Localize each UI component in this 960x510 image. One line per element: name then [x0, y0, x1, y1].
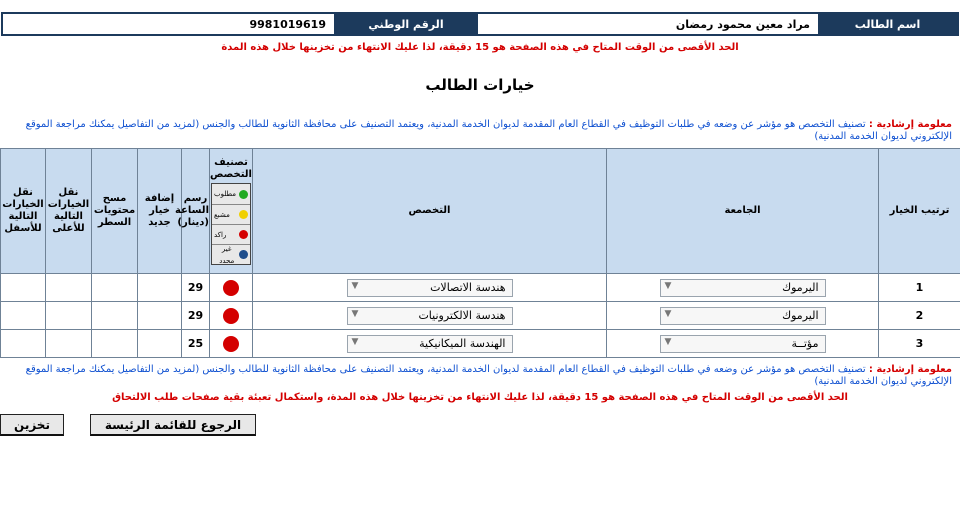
chevron-down-icon: ▼	[664, 308, 672, 319]
timer-notice-bottom: الحد الأقصى من الوقت المتاح في هذه الصفحة هو 15 دقيقة، لذا عليك الانتهاء من تخزينها خلال هذه المدة، واستكمال تعبئة بقية صفحات طلب الالتحاق	[112, 392, 848, 403]
header-classification	[210, 149, 253, 274]
legend-item-stagnant	[212, 224, 250, 244]
rank-cell: 2	[879, 302, 960, 330]
major-value: هندسة الاتصالات	[430, 280, 506, 294]
university-value: اليرموك	[782, 308, 819, 322]
fee-cell: 29	[182, 302, 210, 330]
table-row	[1, 302, 960, 330]
guidance-text: تصنيف التخصص هو مؤشر عن وضعه في طلبات التوظيف في القطاع العام المقدمة لديوان الخدمة المدنية، ويعتمد التصنيف على محافظة الثانوية للطالب والجنس (لمزيد من التفاصيل يمكنك مراجعة الموقع الإلكتروني لديوان الخدمة المدنية)	[25, 119, 952, 142]
legend-label: مشبع	[214, 210, 230, 219]
rank-cell: 1	[879, 274, 960, 302]
add-choice-cell[interactable]	[138, 330, 182, 358]
save-button[interactable]: تخزين	[0, 414, 64, 436]
guidance-label: معلومة إرشادية :	[868, 119, 952, 130]
guidance-note-top	[8, 119, 952, 143]
university-value: اليرموك	[782, 280, 819, 294]
chevron-down-icon: ▼	[351, 308, 359, 319]
add-choice-cell[interactable]	[138, 274, 182, 302]
back-to-main-menu-button[interactable]: الرجوع للقائمة الرئيسة	[90, 414, 256, 436]
university-cell	[607, 330, 879, 358]
legend-item-saturated	[212, 204, 250, 224]
status-dot-icon	[223, 336, 239, 352]
choices-table	[0, 148, 960, 358]
yellow-dot-icon	[239, 210, 248, 219]
header-fee: رسم الساعة (دينار)	[182, 149, 210, 274]
major-select[interactable]	[347, 279, 513, 297]
major-cell	[253, 274, 607, 302]
student-info-table	[1, 12, 959, 36]
classification-cell	[210, 302, 253, 330]
major-cell	[253, 302, 607, 330]
university-value: مؤتــة	[791, 336, 819, 350]
guidance-note-bottom	[8, 364, 952, 388]
legend-item-undetermined	[212, 244, 250, 264]
guidance-text: تصنيف التخصص هو مؤشر عن وضعه في طلبات التوظيف في القطاع العام المقدمة لديوان الخدمة المدنية، ويعتمد التصنيف على محافظة الثانوية للطالب والجنس (لمزيد من التفاصيل يمكنك مراجعة الموقع الإلكتروني لديوان الخدمة المدنية)	[25, 364, 952, 387]
chevron-down-icon: ▼	[664, 336, 672, 347]
university-select[interactable]	[660, 279, 826, 297]
classification-cell	[210, 330, 253, 358]
rank-cell: 3	[879, 330, 960, 358]
classification-cell	[210, 274, 253, 302]
move-up-cell[interactable]	[46, 302, 92, 330]
guidance-label: معلومة إرشادية :	[868, 364, 952, 375]
legend-item-required	[212, 184, 250, 204]
student-name-value: مراد معين محمود رمضان	[478, 13, 818, 35]
page-title: خيارات الطالب	[425, 76, 535, 94]
national-id-label: الرقم الوطني	[334, 13, 478, 35]
action-bar	[0, 414, 960, 438]
header-rank: ترتيب الخيار	[879, 149, 960, 274]
status-dot-icon	[223, 280, 239, 296]
add-choice-cell[interactable]	[138, 302, 182, 330]
major-select[interactable]	[347, 335, 513, 353]
university-select[interactable]	[660, 307, 826, 325]
header-move-up: نقل الخيارات التالية للأعلى	[46, 149, 92, 274]
header-add-choice: إضافة خيار جديد	[138, 149, 182, 274]
blue-dot-icon	[239, 250, 248, 259]
legend-label: راكد	[214, 230, 227, 239]
red-dot-icon	[239, 230, 248, 239]
chevron-down-icon: ▼	[351, 336, 359, 347]
major-value: الهندسة الميكانيكية	[419, 336, 506, 350]
clear-row-cell[interactable]	[92, 330, 138, 358]
move-down-cell[interactable]	[1, 274, 46, 302]
green-dot-icon	[239, 190, 248, 199]
header-major: التخصص	[253, 149, 607, 274]
university-cell	[607, 274, 879, 302]
chevron-down-icon: ▼	[664, 280, 672, 291]
legend-label: مطلوب	[214, 190, 237, 198]
status-dot-icon	[223, 308, 239, 324]
table-row	[1, 274, 960, 302]
move-down-cell[interactable]	[1, 330, 46, 358]
header-move-down: نقل الخيارات التالية للأسفل	[1, 149, 46, 274]
table-row	[1, 330, 960, 358]
clear-row-cell[interactable]	[92, 302, 138, 330]
timer-notice-top: الحد الأقصى من الوقت المتاح في هذه الصفحة هو 15 دقيقة، لذا عليك الانتهاء من تخزينها خلال هذه المدة	[221, 42, 739, 53]
student-name-label: اسم الطالب	[818, 13, 958, 35]
header-university: الجامعة	[607, 149, 879, 274]
header-clear-row: مسح محتويات السطر	[92, 149, 138, 274]
fee-cell: 29	[182, 274, 210, 302]
legend-label: غير محدد	[219, 244, 235, 265]
university-cell	[607, 302, 879, 330]
move-up-cell[interactable]	[46, 274, 92, 302]
major-cell	[253, 330, 607, 358]
classification-title: تصنيف التخصص	[210, 157, 252, 180]
major-value: هندسة الالكترونيات	[418, 308, 506, 322]
major-select[interactable]	[347, 307, 513, 325]
move-down-cell[interactable]	[1, 302, 46, 330]
university-select[interactable]	[660, 335, 826, 353]
clear-row-cell[interactable]	[92, 274, 138, 302]
chevron-down-icon: ▼	[351, 280, 359, 291]
national-id-value: 9981019619	[2, 13, 334, 35]
move-up-cell[interactable]	[46, 330, 92, 358]
fee-cell: 25	[182, 330, 210, 358]
classification-legend	[211, 183, 251, 265]
